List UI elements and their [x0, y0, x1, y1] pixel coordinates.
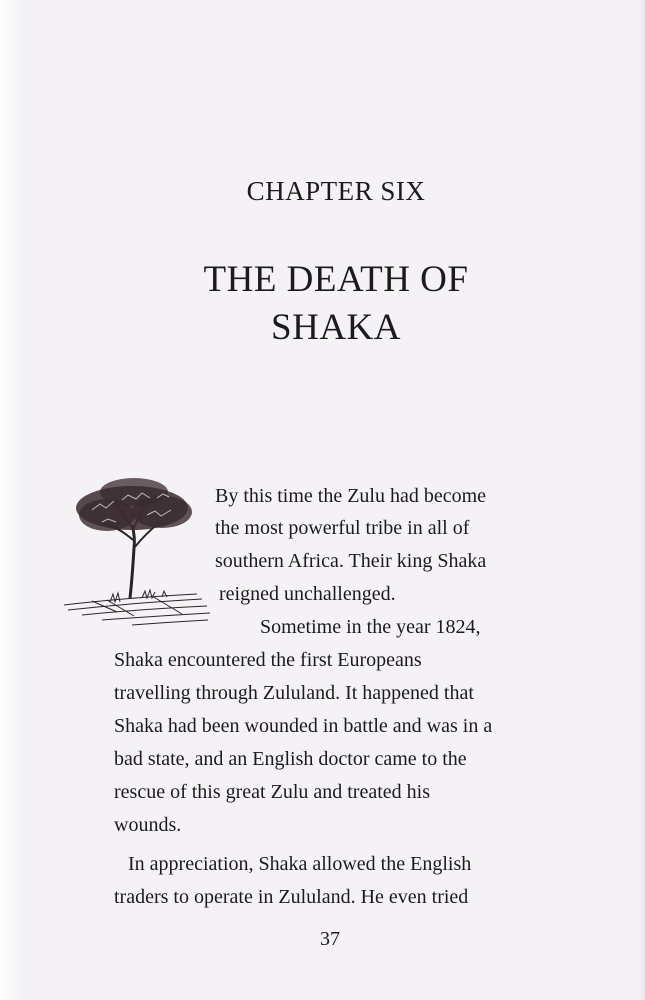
body-line: traders to operate in Zululand. He even tried [114, 886, 469, 908]
body-line: Sometime in the year 1824, [260, 616, 481, 638]
body-line: travelling through Zululand. It happened that [114, 682, 474, 704]
page-number: 37 [320, 928, 340, 950]
body-line: bad state, and an English doctor came to the [114, 748, 467, 770]
chapter-title-line-1: THE DEATH OF [203, 259, 469, 300]
page-edge-shadow [639, 0, 645, 1000]
body-line: rescue of this great Zulu and treated his [114, 781, 430, 803]
body-line: In appreciation, Shaka allowed the English [128, 853, 472, 875]
chapter-label: CHAPTER SIX [246, 176, 426, 206]
body-line: reigned unchallenged. [219, 583, 396, 605]
body-line: southern Africa. Their king Shaka [215, 550, 487, 572]
body-line: Shaka had been wounded in battle and was in a [114, 715, 493, 737]
page-gutter-shadow [0, 0, 24, 1000]
body-line: the most powerful tribe in all of [215, 517, 470, 539]
body-line: By this time the Zulu had become [215, 485, 487, 507]
tree-icon [62, 470, 212, 635]
body-line: wounds. [114, 814, 182, 836]
chapter-title-line-2: SHAKA [271, 307, 401, 348]
body-line: Shaka encountered the first Europeans [114, 649, 422, 671]
chapter-title [0, 256, 645, 352]
